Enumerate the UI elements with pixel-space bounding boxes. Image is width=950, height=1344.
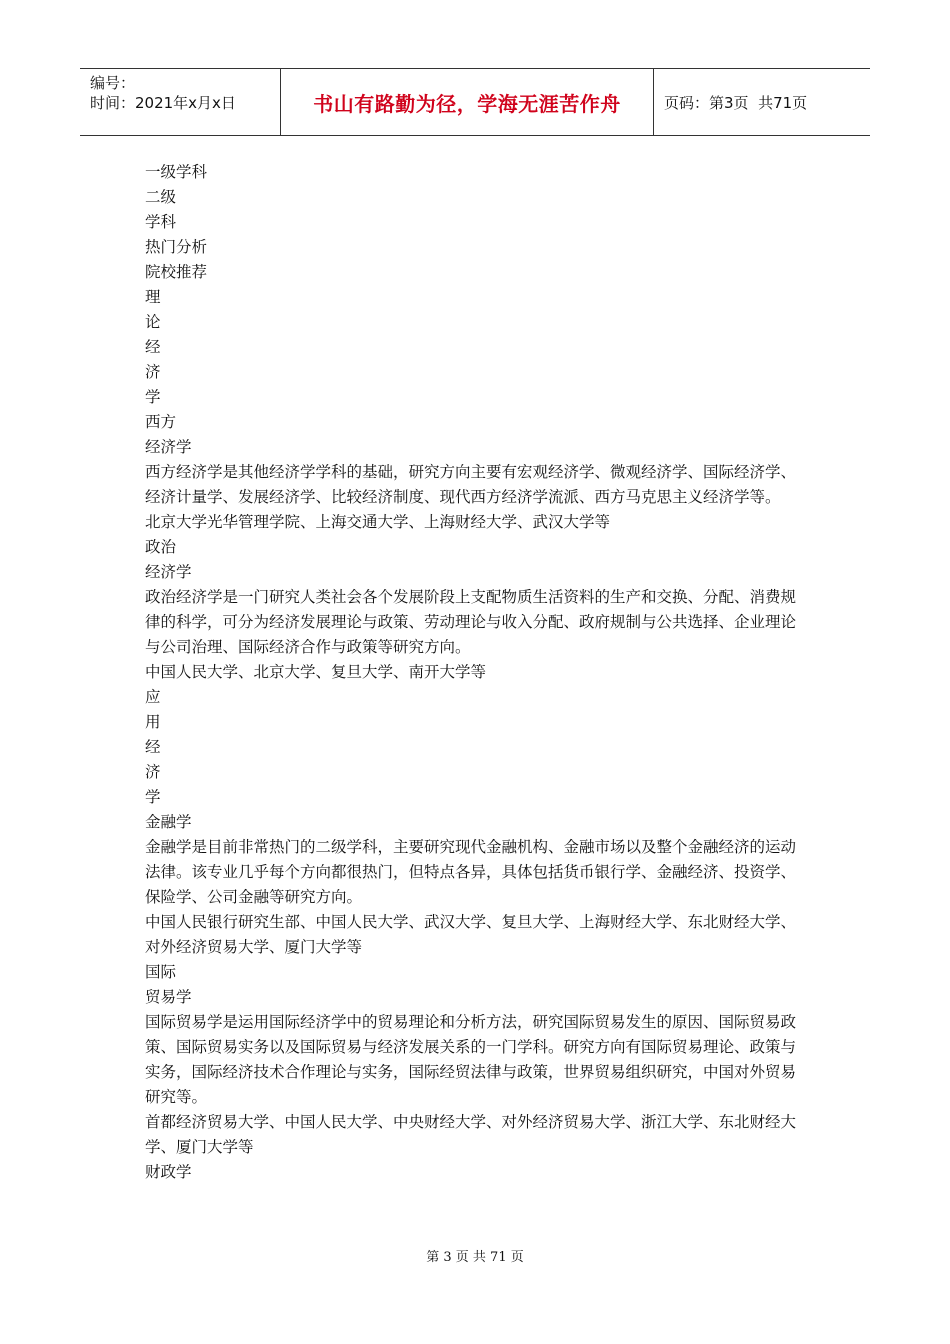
document-number-label: 编号： bbox=[90, 74, 136, 92]
paragraph: 国际贸易学是运用国际经济学中的贸易理论和分析方法，研究国际贸易发生的原因、国际贸易政策、国际贸易实务以及国际贸易与经济发展关系的一门学科。研究方向有国际贸易理论、政策与实务，国际经济技术合作理论与实务，国际经贸法律与政策，世界贸易组织研究，中国对外贸易研究等。 bbox=[145, 1013, 797, 1106]
paragraph: 首都经济贸易大学、中国人民大学、中央财经大学、对外经济贸易大学、浙江大学、东北财经大学、厦门大学等 bbox=[145, 1113, 797, 1156]
text-line: 财政学 bbox=[145, 1163, 192, 1181]
text-line: 西方 bbox=[145, 413, 177, 431]
footer-page-number: 第 3 页 共 71 页 bbox=[426, 1250, 524, 1265]
header-motto: 书山有路勤为径，学海无涯苦作舟 bbox=[313, 91, 621, 116]
text-line: 中国人民大学、北京大学、复旦大学、南开大学等 bbox=[145, 663, 487, 681]
paragraph: 中国人民银行研究生部、中国人民大学、武汉大学、复旦大学、上海财经大学、东北财经大学、对外经济贸易大学、厦门大学等 bbox=[145, 913, 797, 956]
page-footer bbox=[0, 1246, 950, 1265]
document-body bbox=[145, 160, 800, 1185]
text-line: 论 bbox=[145, 313, 161, 331]
text-line: 贸易学 bbox=[145, 988, 192, 1006]
text-line: 学 bbox=[145, 388, 161, 406]
text-line: 国际 bbox=[145, 963, 177, 981]
text-line: 应 bbox=[145, 688, 161, 706]
text-line: 经 bbox=[145, 738, 161, 756]
header-page-number: 页码：第3页 共71页 bbox=[664, 93, 808, 112]
text-line: 理 bbox=[145, 288, 161, 306]
document-time-label: 时间：2021年x月x日 bbox=[90, 94, 236, 112]
text-line: 院校推荐 bbox=[145, 263, 208, 281]
text-line: 济 bbox=[145, 363, 161, 381]
text-line: 一级学科 bbox=[145, 163, 208, 181]
text-line: 经 bbox=[145, 338, 161, 356]
text-line: 二级 bbox=[145, 188, 177, 206]
page-header bbox=[80, 68, 870, 136]
text-line: 金融学 bbox=[145, 813, 192, 831]
paragraph: 西方经济学是其他经济学学科的基础，研究方向主要有宏观经济学、微观经济学、国际经济学、经济计量学、发展经济学、比较经济制度、现代西方经济学流派、西方马克思主义经济学等。 bbox=[145, 463, 797, 506]
text-line: 经济学 bbox=[145, 563, 192, 581]
text-line: 用 bbox=[145, 713, 161, 731]
header-meta bbox=[80, 69, 281, 135]
text-line: 热门分析 bbox=[145, 238, 208, 256]
text-line: 学科 bbox=[145, 213, 177, 231]
text-line: 学 bbox=[145, 788, 161, 806]
header-page-cell bbox=[654, 69, 870, 135]
text-line: 北京大学光华管理学院、上海交通大学、上海财经大学、武汉大学等 bbox=[145, 513, 611, 531]
header-motto-cell bbox=[281, 69, 654, 135]
text-line: 经济学 bbox=[145, 438, 192, 456]
text-line: 济 bbox=[145, 763, 161, 781]
paragraph: 政治经济学是一门研究人类社会各个发展阶段上支配物质生活资料的生产和交换、分配、消费规律的科学，可分为经济发展理论与政策、劳动理论与收入分配、政府规制与公共选择、企业理论与公司治理、国际经济合作与政策等研究方向。 bbox=[145, 588, 797, 656]
text-line: 政治 bbox=[145, 538, 177, 556]
paragraph: 金融学是目前非常热门的二级学科，主要研究现代金融机构、金融市场以及整个金融经济的运动法律。该专业几乎每个方向都很热门，但特点各异，具体包括货币银行学、金融经济、投资学、保险学、公司金融等研究方向。 bbox=[145, 838, 797, 906]
